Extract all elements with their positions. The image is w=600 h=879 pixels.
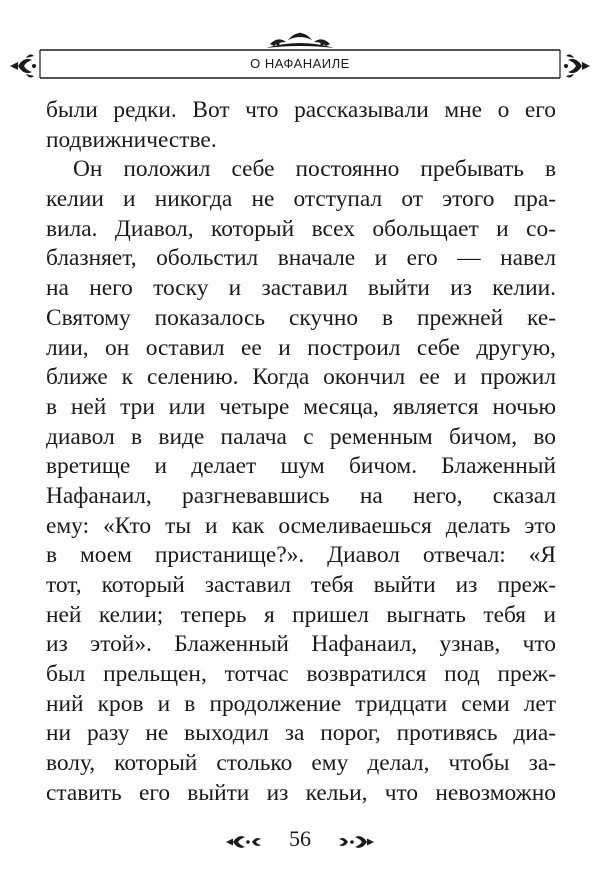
text-line: диавол в виде палача с ременным бичом, во (46, 423, 556, 450)
text-line: ставить его выйти из кельи, что невозможно (46, 779, 556, 806)
text-line: ближе к селению. Когда окончил ее и прожил (46, 364, 556, 391)
text-line: Святому показалось скучно в прежней ке- (46, 304, 556, 331)
right-flourish-icon (338, 832, 374, 852)
text-line: в моем пристанище?». Диавол отвечал: «Я (46, 542, 556, 569)
text-line: Нафанаил, разгневавшись на него, сказал (46, 482, 556, 509)
text-line: ний кров и в продолжение тридцати семи лет (46, 690, 556, 717)
text-line: ней келии; теперь я пришел выгнать тебя и (46, 601, 556, 628)
text-line: блазняет, обольстил вначале и его — навел (46, 245, 556, 272)
text-line: волу, который столько ему делал, чтобы за- (46, 750, 556, 777)
text-line: был прельщен, тотчас возвратился под преж- (46, 661, 556, 688)
page-number: 56 (289, 826, 311, 851)
text-line: тот, который заставил тебя выйти из преж- (46, 572, 556, 598)
text-line: келии и никогда не отступал от этого пра- (46, 186, 556, 213)
text-line: вила. Диавол, который всех обольщает и со- (46, 215, 556, 242)
running-header (8, 26, 592, 88)
text-line: были редки. Вот что рассказывали мне о его (46, 97, 556, 123)
text-line: вретище и делает шум бичом. Блаженный (46, 453, 556, 480)
page-footer (0, 826, 600, 858)
body-text (46, 96, 556, 809)
header-title: О НАФАНАИЛЕ (250, 56, 350, 71)
text-line: в ней три или четыре месяца, является ночью (46, 393, 556, 420)
text-line: на него тоску и заставил выйти из келии. (46, 275, 556, 302)
text-line: ни разу не выходил за порог, противясь диа- (46, 720, 556, 747)
text-line: Он положил себе постоянно пребывать в (73, 156, 556, 183)
text-line: подвижничестве. (46, 126, 217, 153)
text-line: лии, он оставил ее и построил себе другую, (46, 334, 556, 361)
text-line: из этой». Блаженный Нафанаил, узнав, что (46, 631, 556, 658)
text-line: ему: «Кто ты и как осмеливаешься делать это (46, 512, 556, 539)
